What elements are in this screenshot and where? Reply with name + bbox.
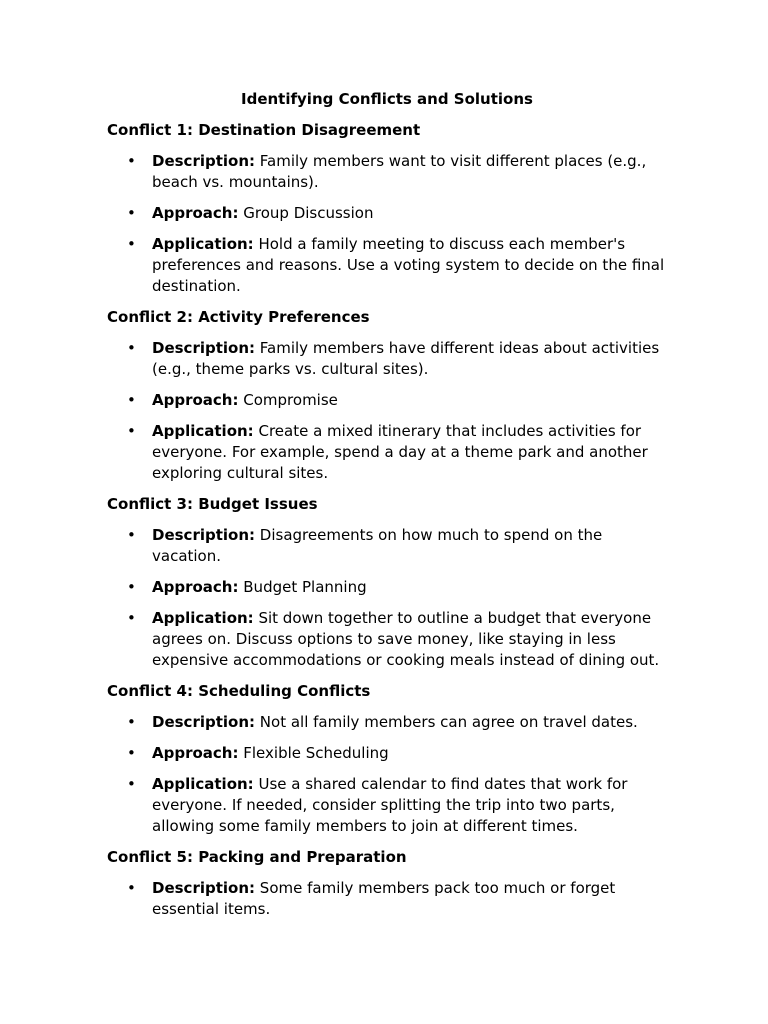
item-term: Description: <box>152 879 256 897</box>
conflict-list <box>107 878 667 920</box>
conflict-heading: Conflict 1: Destination Disagreement <box>107 121 421 139</box>
document-page <box>107 89 667 930</box>
item-term: Approach: <box>152 391 239 409</box>
list-item <box>107 525 667 567</box>
item-text: Use a shared calendar to find dates that work for everyone. If needed, consider splitting the trip into two parts, allowing some family members to join at different times. <box>152 775 628 835</box>
item-text: Disagreements on how much to spend on the vacation. <box>152 526 603 565</box>
list-item <box>107 421 667 484</box>
item-term: Approach: <box>152 578 239 596</box>
conflict-section-2 <box>107 307 667 484</box>
conflict-section-5 <box>107 847 667 920</box>
list-item <box>107 577 667 598</box>
item-text: Family members want to visit different places (e.g., beach vs. mountains). <box>152 152 647 191</box>
item-term: Approach: <box>152 204 239 222</box>
bullet-icon: • <box>127 204 136 222</box>
conflict-section-4 <box>107 681 667 837</box>
conflict-heading: Conflict 5: Packing and Preparation <box>107 848 407 866</box>
bullet-icon: • <box>127 339 136 357</box>
bullet-icon: • <box>127 526 136 544</box>
list-item <box>107 712 667 733</box>
bullet-icon: • <box>127 391 136 409</box>
item-text: Not all family members can agree on travel dates. <box>259 713 638 731</box>
item-text: Create a mixed itinerary that includes activities for everyone. For example, spend a day at a theme park and another exploring cultural sites. <box>152 422 648 482</box>
list-item <box>107 390 667 411</box>
item-term: Description: <box>152 152 256 170</box>
conflict-list <box>107 151 667 297</box>
bullet-icon: • <box>127 713 136 731</box>
item-text: Group Discussion <box>243 204 374 222</box>
conflict-list <box>107 525 667 671</box>
conflict-list <box>107 338 667 484</box>
list-item <box>107 234 667 297</box>
conflict-heading: Conflict 3: Budget Issues <box>107 495 318 513</box>
item-term: Description: <box>152 339 256 357</box>
item-text: Hold a family meeting to discuss each member's preferences and reasons. Use a voting system to decide on the final destination. <box>152 235 665 295</box>
item-term: Description: <box>152 526 256 544</box>
conflict-heading: Conflict 4: Scheduling Conflicts <box>107 682 371 700</box>
list-item <box>107 338 667 380</box>
item-term: Description: <box>152 713 256 731</box>
item-text: Compromise <box>243 391 338 409</box>
item-text: Budget Planning <box>243 578 367 596</box>
bullet-icon: • <box>127 235 136 253</box>
bullet-icon: • <box>127 609 136 627</box>
item-term: Application: <box>152 609 254 627</box>
item-text: Some family members pack too much or forget essential items. <box>152 879 616 918</box>
conflict-heading: Conflict 2: Activity Preferences <box>107 308 370 326</box>
list-item <box>107 151 667 193</box>
item-text: Sit down together to outline a budget that everyone agrees on. Discuss options to save money, like staying in less expensive accommodations or cooking meals instead of dining out. <box>152 609 660 669</box>
list-item <box>107 203 667 224</box>
list-item <box>107 743 667 764</box>
item-term: Application: <box>152 775 254 793</box>
bullet-icon: • <box>127 422 136 440</box>
bullet-icon: • <box>127 152 136 170</box>
document-title: Identifying Conflicts and Solutions <box>241 90 533 108</box>
conflict-list <box>107 712 667 837</box>
item-term: Approach: <box>152 744 239 762</box>
list-item <box>107 878 667 920</box>
conflict-section-1 <box>107 120 667 297</box>
list-item <box>107 608 667 671</box>
item-term: Application: <box>152 422 254 440</box>
item-term: Application: <box>152 235 254 253</box>
bullet-icon: • <box>127 744 136 762</box>
bullet-icon: • <box>127 578 136 596</box>
item-text: Family members have different ideas about activities (e.g., theme parks vs. cultural sites). <box>152 339 660 378</box>
item-text: Flexible Scheduling <box>243 744 389 762</box>
bullet-icon: • <box>127 879 136 897</box>
bullet-icon: • <box>127 775 136 793</box>
list-item <box>107 774 667 837</box>
conflict-section-3 <box>107 494 667 671</box>
